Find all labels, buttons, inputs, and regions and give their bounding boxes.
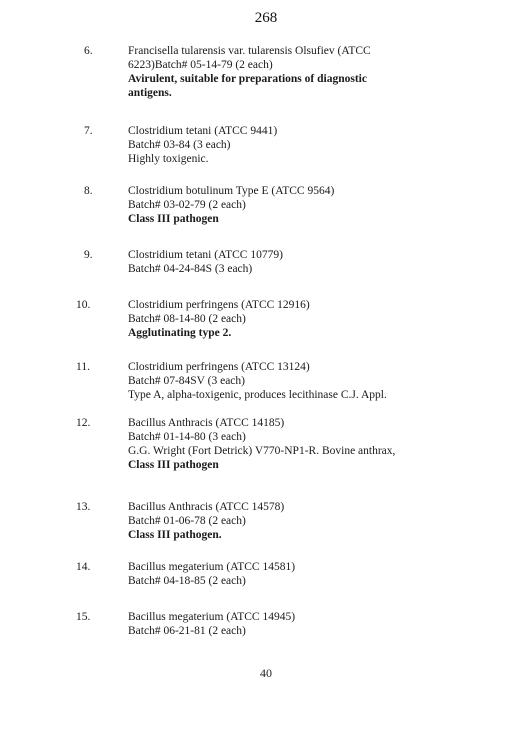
entry-line: Type A, alpha-toxigenic, produces lecithinase C.J. Appl. (128, 389, 387, 401)
entry-number: 11. (76, 361, 90, 373)
entry-number: 8. (84, 185, 93, 197)
entry-line: Batch# 01-14-80 (3 each) (128, 431, 246, 443)
entry-line: Batch# 06-21-81 (2 each) (128, 625, 246, 637)
entry-number: 13. (76, 501, 91, 513)
page-number-bottom: 40 (260, 666, 272, 680)
entry-number: 15. (76, 611, 91, 623)
entry-body (128, 298, 428, 340)
entry-line: Batch# 03-84 (3 each) (128, 139, 231, 151)
entry-note-bold: Class III pathogen (128, 459, 219, 471)
entry-line: Francisella tularensis var. tularensis Olsufiev (ATCC (128, 45, 371, 57)
entry-body (128, 124, 428, 166)
entry-line: 6223)Batch# 05-14-79 (2 each) (128, 59, 273, 71)
entry-line: Bacillus Anthracis (ATCC 14185) (128, 417, 285, 429)
entry-line: Batch# 04-18-85 (2 each) (128, 575, 246, 587)
entry-line: Clostridium perfringens (ATCC 12916) (128, 299, 310, 311)
entry-line: Bacillus megaterium (ATCC 14581) (128, 561, 296, 573)
entry-note-bold: Avirulent, suitable for preparations of diagnostic (128, 73, 367, 85)
entry-body (128, 610, 428, 638)
entry-body (128, 360, 428, 402)
entry-body (128, 44, 428, 100)
entry-body (128, 184, 428, 226)
entry-line: Clostridium tetani (ATCC 10779) (128, 249, 283, 261)
entry-line: Clostridium perfringens (ATCC 13124) (128, 361, 310, 373)
entry-line: Batch# 01-06-78 (2 each) (128, 515, 246, 527)
entry-note-bold: Class III pathogen. (128, 529, 222, 541)
entry-line: Clostridium botulinum Type E (ATCC 9564) (128, 185, 335, 197)
entry-body (128, 416, 428, 472)
entry-note-bold: Class III pathogen (128, 213, 219, 225)
entry-body (128, 500, 428, 542)
entry-line: Batch# 08-14-80 (2 each) (128, 313, 246, 325)
entry-note-bold: antigens. (128, 87, 172, 99)
entry-number: 12. (76, 417, 91, 429)
entry-line: Clostridium tetani (ATCC 9441) (128, 125, 278, 137)
entry-line: Bacillus megaterium (ATCC 14945) (128, 611, 296, 623)
entry-number: 9. (84, 249, 93, 261)
entry-number: 7. (84, 125, 93, 137)
entry-number: 6. (84, 45, 93, 57)
entry-line: Bacillus Anthracis (ATCC 14578) (128, 501, 285, 513)
entry-line: Batch# 07-84SV (3 each) (128, 375, 245, 387)
page-number-top: 268 (254, 10, 278, 26)
entry-body (128, 248, 428, 276)
entry-note-bold: Agglutinating type 2. (128, 327, 232, 339)
entry-line: Batch# 03-02-79 (2 each) (128, 199, 246, 211)
entry-line: Batch# 04-24-84S (3 each) (128, 263, 253, 275)
entry-line: G.G. Wright (Fort Detrick) V770-NP1-R. Bovine anthrax, (128, 445, 396, 457)
entry-number: 10. (76, 299, 91, 311)
entry-body (128, 560, 428, 588)
entry-line: Highly toxigenic. (128, 153, 209, 165)
entry-number: 14. (76, 561, 91, 573)
